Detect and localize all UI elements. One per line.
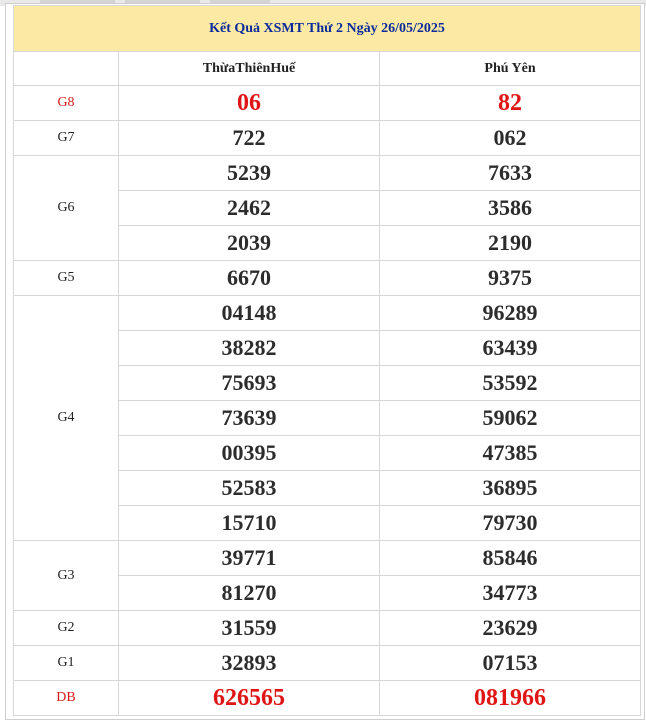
prize-number: 75693: [119, 366, 380, 401]
prize-number: 062: [380, 121, 641, 156]
prize-label: G1: [14, 646, 119, 681]
prize-label: DB: [14, 681, 119, 716]
prize-number: 00395: [119, 436, 380, 471]
results-title: Kết Quả XSMT Thứ 2 Ngày 26/05/2025: [14, 6, 641, 52]
prize-label: G6: [14, 156, 119, 261]
prize-number: 23629: [380, 611, 641, 646]
prize-number: 39771: [119, 541, 380, 576]
prize-number: 15710: [119, 506, 380, 541]
prize-number: 34773: [380, 576, 641, 611]
prize-number: 7633: [380, 156, 641, 191]
prize-number: 38282: [119, 331, 380, 366]
prize-row: [14, 86, 641, 121]
prize-label: G4: [14, 296, 119, 541]
prize-number: 04148: [119, 296, 380, 331]
prize-row: [14, 121, 641, 156]
prize-number: 5239: [119, 156, 380, 191]
prize-number: 081966: [380, 681, 641, 716]
prize-number: 07153: [380, 646, 641, 681]
prize-number: 6670: [119, 261, 380, 296]
prize-number: 52583: [119, 471, 380, 506]
prize-number: 3586: [380, 191, 641, 226]
province-header: Phú Yên: [380, 52, 641, 86]
prize-number: 47385: [380, 436, 641, 471]
prize-number: 32893: [119, 646, 380, 681]
prize-number: 2190: [380, 226, 641, 261]
prize-label: G5: [14, 261, 119, 296]
prize-number: 96289: [380, 296, 641, 331]
prize-label: G3: [14, 541, 119, 611]
prize-number: 2039: [119, 226, 380, 261]
prize-number: 722: [119, 121, 380, 156]
prize-number: 06: [119, 86, 380, 121]
prize-label: G8: [14, 86, 119, 121]
results-table: [13, 5, 641, 716]
prize-row: [14, 156, 641, 191]
province-header: ThừaThiênHuế: [119, 52, 380, 86]
prize-number: 53592: [380, 366, 641, 401]
prize-number: 59062: [380, 401, 641, 436]
prize-row: [14, 681, 641, 716]
prize-number: 79730: [380, 506, 641, 541]
prize-number: 63439: [380, 331, 641, 366]
prize-number: 82: [380, 86, 641, 121]
prize-number: 9375: [380, 261, 641, 296]
prize-number: 626565: [119, 681, 380, 716]
prize-row: [14, 541, 641, 576]
prize-number: 36895: [380, 471, 641, 506]
prize-row: [14, 611, 641, 646]
prize-number: 2462: [119, 191, 380, 226]
prize-row: [14, 296, 641, 331]
prize-number: 73639: [119, 401, 380, 436]
header-empty-cell: [14, 52, 119, 86]
prize-number: 85846: [380, 541, 641, 576]
prize-label: G2: [14, 611, 119, 646]
prize-number: 31559: [119, 611, 380, 646]
prize-row: [14, 261, 641, 296]
prize-row: [14, 646, 641, 681]
prize-number: 81270: [119, 576, 380, 611]
prize-label: G7: [14, 121, 119, 156]
